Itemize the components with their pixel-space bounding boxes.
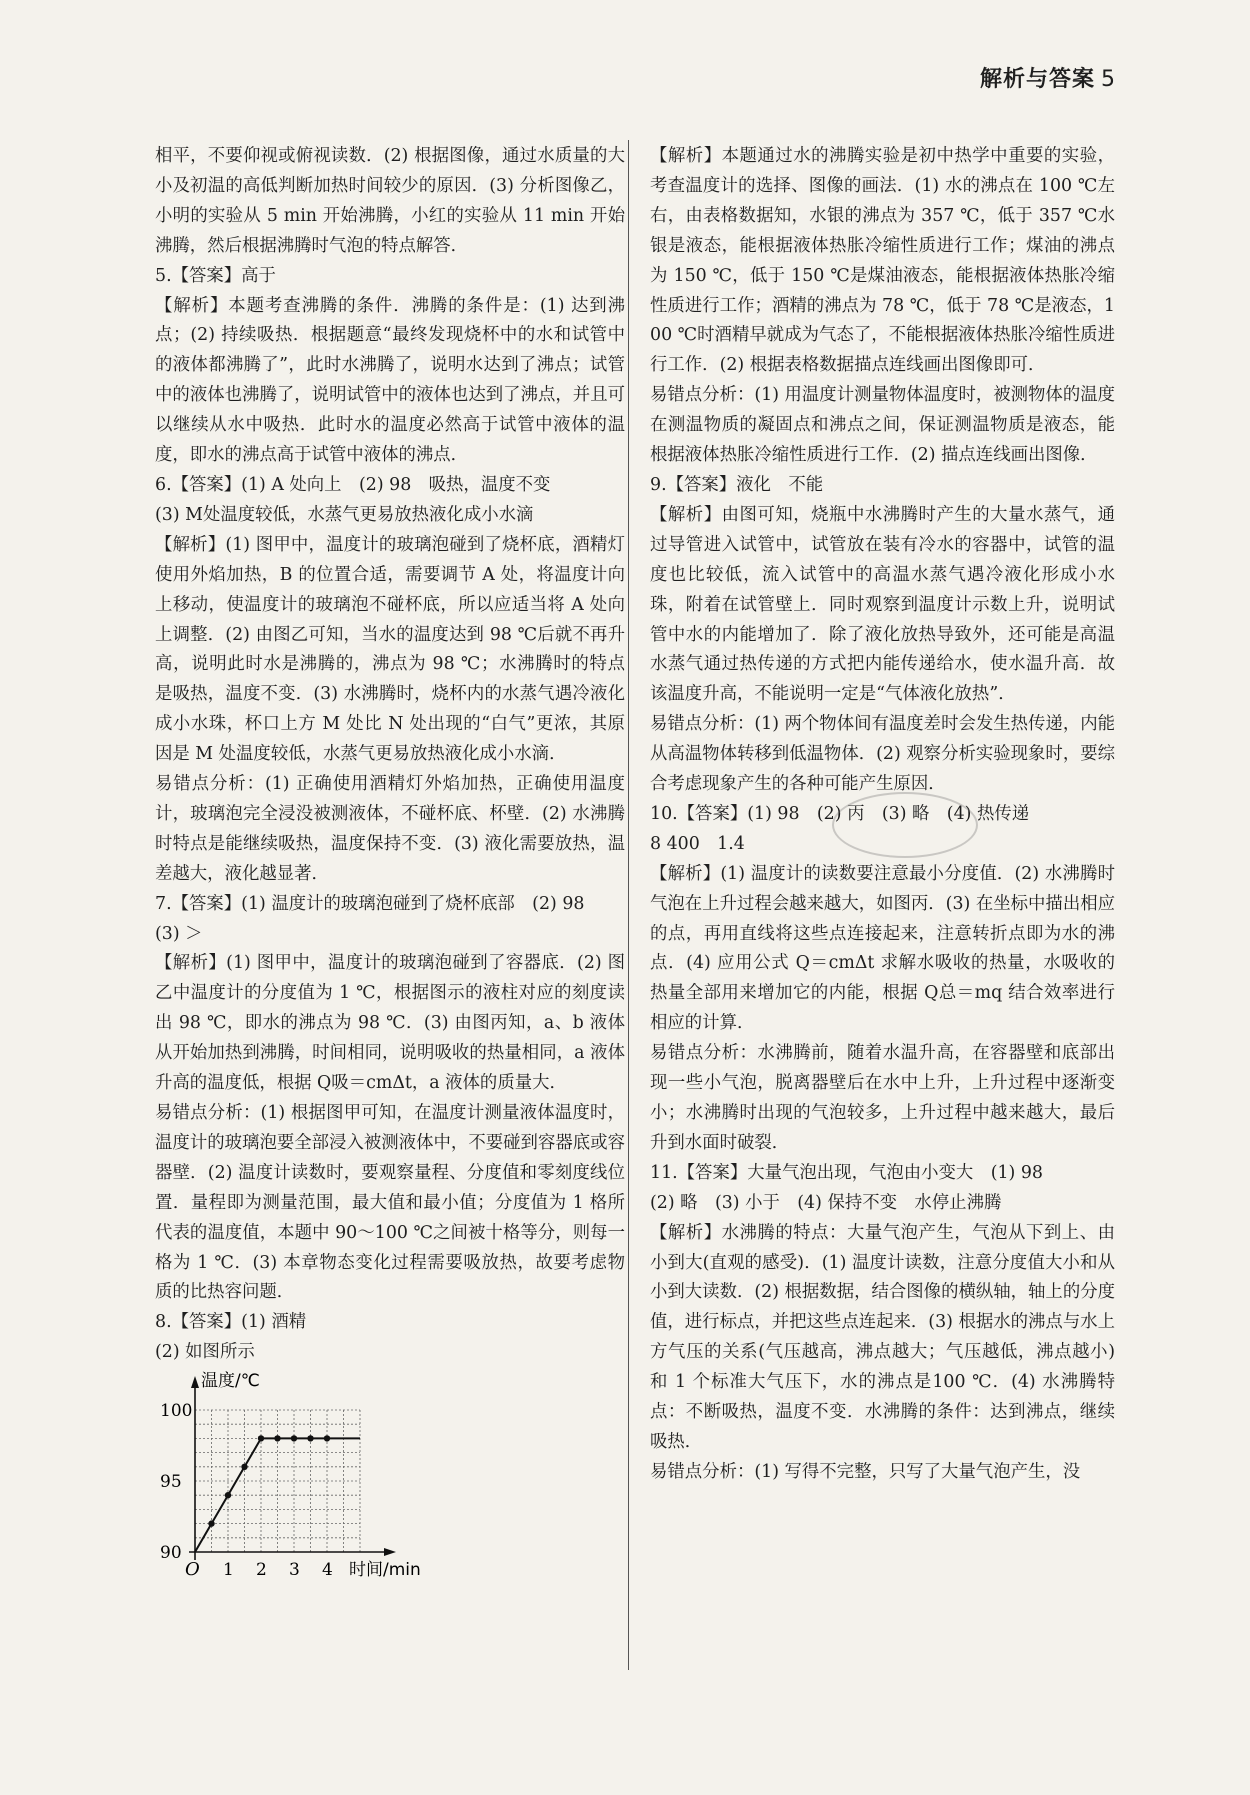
y-axis-arrow — [191, 1376, 199, 1388]
page-header — [980, 62, 1116, 93]
column-divider — [628, 140, 629, 1670]
error-analysis-8: 易错点分析：(1) 用温度计测量物体温度时，被测物体的温度在测温物质的凝固点和沸点之间，保证测温物质是液态，能根据液体热胀冷缩性质进行工作．(2) 描点连线画出图像． — [650, 385, 1115, 466]
analysis-8: 【解析】本题通过水的沸腾实验是初中热学中重要的实验，考查温度计的选择、图像的画法．(1) 水的沸点在 100 ℃左右，由表格数据知，水银的沸点为 357 ℃，低于 357 ℃水银是液态，能根据液体热胀冷缩性质进行工作；煤油的沸点为 150 ℃，低于 150 ℃是煤油液态，能根据液体热胀冷缩性质进行工作；酒精的沸点为 78 ℃，低于 78 ℃是液态，100 ℃时酒精早就成为气态了，不能根据液体热胀冷缩性质进行工作．(2) 根据表格数据描点连线画出图像即可． — [650, 146, 1115, 376]
data-point — [258, 1435, 264, 1441]
answer-10-cont: 8 400 1.4 — [650, 833, 745, 854]
analysis-9: 【解析】由图可知，烧瓶中水沸腾时产生的大量水蒸气，通过导管进入试管中，试管放在装有冷水的容器中，试管的温度也比较低，流入试管中的高温水蒸气遇冷液化形成小水珠，附着在试管壁上．同时观察到温度计示数上升，说明试管中水的内能增加了．除了液化放热导致外，还可能是高温水蒸气通过热传递的方式把内能传递给水，使水温升高．故该温度升高，不能说明一定是“气体液化放热”． — [650, 504, 1115, 705]
x-tick-label: 2 — [256, 1560, 267, 1581]
analysis-11: 【解析】水沸腾的特点：大量气泡产生，气泡从下到上、由小到大(直观的感受)．(1) 温度计读数，注意分度值大小和从小到大读数．(2) 根据数据，结合图像的横纵轴，轴上的分度值，进行标点，并把这些点连起来．(3) 根据水的沸点与水上方气压的关系(气压越高，沸点越大；气压越低，沸点越小)和 1 个标准大气压下，水的沸点是100 ℃．(4) 水沸腾特点：不断吸热，温度不变．水沸腾的条件：达到沸点，继续吸热． — [650, 1222, 1115, 1452]
answer-5: 5.【答案】高于 — [155, 265, 276, 286]
analysis-6: 【解析】(1) 图甲中，温度计的玻璃泡碰到了烧杯底，酒精灯使用外焰加热，B 的位置合适，需要调节 A 处，将温度计向上移动，使温度计的玻璃泡不碰杯底，所以应适当将 A 处向上调整．(2) 由图乙可知，当水的温度达到 98 ℃后就不再升高，说明此时水是沸腾的，沸点为 98 ℃；水沸腾时的特点是吸热，温度不变．(3) 水沸腾时，烧杯内的水蒸气遇冷液化成小水珠，杯口上方 M 处比 N 处出现的“白气”更浓，其原因是 M 处温度较低，水蒸气更易放热液化成小水滴． — [155, 534, 625, 765]
left-column — [155, 142, 625, 1580]
y-axis-label: 温度/℃ — [201, 1371, 260, 1392]
paragraph: 相平，不要仰视或俯视读数．(2) 根据图像，通过水质量的大小及初温的高低判断加热时间较少的原因．(3) 分析图像乙，小明的实验从 5 min 开始沸腾，小红的实验从 11 min 开始沸腾，然后根据沸腾时气泡的特点解答． — [155, 146, 625, 256]
chart-svg — [155, 1370, 421, 1581]
data-point — [324, 1435, 330, 1441]
answer-9: 9.【答案】液化 不能 — [650, 474, 824, 495]
data-point — [225, 1492, 231, 1498]
stamp-mark — [832, 792, 978, 858]
x-tick-label: 4 — [322, 1560, 333, 1581]
x-tick-label: 3 — [289, 1560, 300, 1581]
header-title: 解析与答案 — [979, 67, 1095, 92]
data-point — [241, 1464, 247, 1470]
answer-6: 6.【答案】(1) A 处向上 (2) 98 吸热，温度不变 — [155, 474, 551, 495]
data-point — [307, 1435, 313, 1441]
error-analysis-9: 易错点分析：(1) 两个物体间有温度差时会发生热传递，内能从高温物体转移到低温物体．(2) 观察分析实验现象时，要综合考虑现象产生的各种可能产生原因． — [650, 714, 1115, 795]
data-point — [208, 1521, 214, 1527]
data-point — [291, 1435, 297, 1441]
analysis-7: 【解析】(1) 图甲中，温度计的玻璃泡碰到了容器底．(2) 图乙中温度计的分度值为 1 ℃，根据图示的液柱对应的刻度读出 98 ℃，即水的沸点为 98 ℃．(3) 由图丙知，a、b 液体从开始加热到沸腾，时间相同，说明吸收的热量相同，a 液体升高的温度低，根据 Q吸＝cmΔt，a 液体的质量大． — [155, 953, 625, 1094]
error-analysis-7: 易错点分析：(1) 根据图甲可知，在温度计测量液体温度时，温度计的玻璃泡要全部浸入被测液体中，不要碰到容器底或容器壁．(2) 温度计读数时，要观察量程、分度值和零刻度线位置．量程即为测量范围，最大值和最小值；分度值为 1 格所代表的温度值，本题中 90～100 ℃之间被十格等分，则每一格为 1 ℃．(3) 本章物态变化过程需要吸放热，故要考虑物质的比热容问题． — [155, 1103, 625, 1303]
y-tick-label: 95 — [160, 1472, 182, 1493]
analysis-5: 【解析】本题考查沸腾的条件．沸腾的条件是：(1) 达到沸点；(2) 持续吸热．根据题意“最终发现烧杯中的水和试管中的液体都沸腾了”，此时水沸腾了，说明水达到了沸点；试管中的液体也沸腾了，说明试管中的液体也达到了沸点，并且可以继续从水中吸热．此时水的温度必然高于试管中液体的温度，即水的沸点高于试管中液体的沸点． — [155, 295, 625, 466]
answer-7-cont: (3) ＞ — [155, 923, 203, 944]
error-analysis-6: 易错点分析：(1) 正确使用酒精灯外焰加热，正确使用温度计，玻璃泡完全浸没被测液体，不碰杯底、杯壁．(2) 水沸腾时特点是能继续吸热，温度保持不变．(3) 液化需要放热，温差越大，液化越显著． — [155, 774, 625, 884]
answer-8: 8.【答案】(1) 酒精 — [155, 1312, 307, 1333]
x-axis-arrow — [384, 1548, 396, 1556]
answer-11-cont: (2) 略 (3) 小于 (4) 保持不变 水停止沸腾 — [650, 1192, 1002, 1213]
y-tick-label: 90 — [160, 1543, 182, 1564]
x-tick-label: 1 — [223, 1560, 234, 1581]
analysis-10: 【解析】(1) 温度计的读数要注意最小分度值．(2) 水沸腾时气泡在上升过程会越来越大，如图丙．(3) 在坐标中描出相应的点，再用直线将这些点连接起来，注意转折点即为水的沸点．(4) 应用公式 Q＝cmΔt 求解水吸收的热量，水吸收的热量全部用来增加它的内能，根据 Q总＝mq 结合效率进行相应的计算． — [650, 863, 1115, 1034]
error-analysis-10: 易错点分析：水沸腾前，随着水温升高，在容器壁和底部出现一些小气泡，脱离器壁后在水中上升，上升过程中逐渐变小；水沸腾时出现的气泡较多，上升过程中越来越大，最后升到水面时破裂． — [650, 1043, 1115, 1153]
temperature-time-chart — [155, 1370, 625, 1580]
answer-7: 7.【答案】(1) 温度计的玻璃泡碰到了烧杯底部 (2) 98 — [155, 893, 585, 914]
y-tick-label: 100 — [160, 1401, 193, 1422]
answer-6-cont: (3) M处温度较低，水蒸气更易放热液化成小水滴 — [155, 504, 534, 525]
page-number: 5 — [1101, 67, 1116, 92]
error-analysis-11: 易错点分析：(1) 写得不完整，只写了大量气泡产生，没 — [650, 1461, 1081, 1482]
origin-label: O — [185, 1559, 200, 1581]
data-point — [274, 1435, 280, 1441]
x-axis-label: 时间/min — [349, 1560, 421, 1581]
answer-10: 10.【答案】(1) 98 (2) 丙 (3) 略 (4) 热传递 — [650, 803, 1030, 824]
answer-8-cont: (2) 如图所示 — [155, 1342, 255, 1363]
answer-11: 11.【答案】大量气泡出现，气泡由小变大 (1) 98 — [650, 1162, 1043, 1183]
